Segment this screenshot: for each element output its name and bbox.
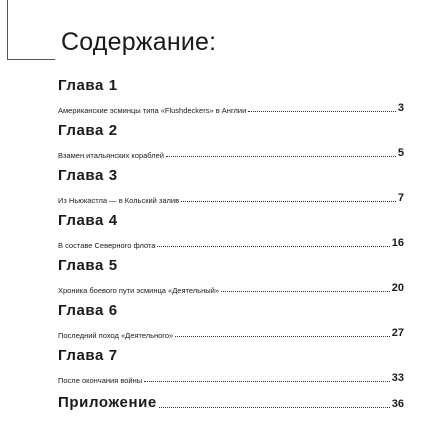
page-number: 3 xyxy=(397,102,404,114)
chapter-label: Глава 7 xyxy=(58,347,118,364)
dot-leader xyxy=(181,200,396,202)
page-number: 20 xyxy=(391,282,404,294)
chapter-title: Последний поход «Деятельного» xyxy=(58,330,174,340)
dot-leader xyxy=(166,155,396,157)
toc-line xyxy=(58,372,404,384)
page-number: 33 xyxy=(391,372,404,384)
chapter-title: Американские эсминцы типа «Flushdeckers» в Англии xyxy=(58,105,247,115)
dot-leader xyxy=(221,290,390,292)
chapter-title: Взамен итальянских кораблей xyxy=(58,150,164,160)
page-number: 16 xyxy=(391,237,404,249)
chapter-label: Глава 1 xyxy=(58,77,118,94)
toc-line xyxy=(58,282,404,294)
chapter-title: В составе Северного флота xyxy=(58,240,156,250)
appendix-title: Приложение xyxy=(58,394,157,411)
toc-entry-appendix[interactable] xyxy=(58,392,404,416)
dot-leader xyxy=(159,406,390,408)
toc-line xyxy=(58,192,404,204)
toc-line xyxy=(58,237,404,249)
toc-entry-chapter-2[interactable] xyxy=(58,122,404,167)
chapter-title: Хроника боевого пути эсминца «Деятельный» xyxy=(58,285,219,295)
chapter-label: Глава 5 xyxy=(58,257,118,274)
toc-entry-chapter-1[interactable] xyxy=(58,77,404,122)
chapter-label: Глава 6 xyxy=(58,302,118,319)
toc-line xyxy=(58,327,404,339)
page-number: 36 xyxy=(391,398,404,410)
frame-corner-decoration xyxy=(7,0,55,60)
chapter-title: Из Ньюкастла — в Кольский залив xyxy=(58,195,180,205)
chapter-title: После окончания войны xyxy=(58,375,143,385)
dot-leader xyxy=(157,245,389,247)
toc-entry-chapter-5[interactable] xyxy=(58,257,404,302)
toc-entry-chapter-6[interactable] xyxy=(58,302,404,347)
page-number: 27 xyxy=(391,327,404,339)
table-of-contents xyxy=(58,77,404,416)
toc-entry-chapter-4[interactable] xyxy=(58,212,404,257)
page-number: 5 xyxy=(397,147,404,159)
toc-line xyxy=(58,102,404,114)
chapter-label: Глава 4 xyxy=(58,212,118,229)
chapter-label: Глава 3 xyxy=(58,167,118,184)
toc-entry-chapter-7[interactable] xyxy=(58,347,404,392)
page-title: Содержание: xyxy=(61,28,217,56)
toc-line xyxy=(58,392,404,410)
dot-leader xyxy=(248,110,396,112)
chapter-label: Глава 2 xyxy=(58,122,118,139)
dot-leader xyxy=(175,335,390,337)
dot-leader xyxy=(144,380,390,382)
page-number: 7 xyxy=(397,192,404,204)
toc-line xyxy=(58,147,404,159)
toc-entry-chapter-3[interactable] xyxy=(58,167,404,212)
